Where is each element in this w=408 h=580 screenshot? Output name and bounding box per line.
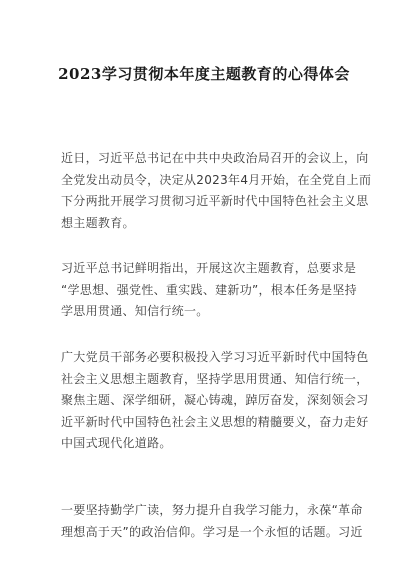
paragraph-line: 下分两批开展学习贯彻习近平新时代中国特色社会主义思 <box>61 194 369 208</box>
paragraph-line: 广大党员干部务必要积极投入学习习近平新时代中国特色 <box>61 350 369 364</box>
paragraph-line: 想主题教育。 <box>61 215 135 230</box>
paragraph-2 <box>61 258 359 323</box>
paragraph-line: 习近平总书记鲜明指出，开展这次主题教育，总要求是 <box>61 261 357 275</box>
paragraph-line: 社会主义思想主题教育，坚持学思用贯通、知信行统一， <box>61 371 369 386</box>
paragraph-4 <box>61 500 363 543</box>
paragraph-line: 一要坚持勤学广读，努力提升自我学习能力，永葆“革命 <box>61 503 363 517</box>
paragraph-line: 中国式现代化道路。 <box>61 436 172 450</box>
paragraph-line: 理想高于天”的政治信仰。学习是一个永恒的话题。习近 <box>61 524 363 539</box>
paragraph-1 <box>61 148 372 234</box>
paragraph-line: 近平新时代中国特色社会主义思想的精髓要义，奋力走好 <box>61 414 369 429</box>
paragraph-line: 学思用贯通、知信行统一。 <box>61 304 209 318</box>
paragraph-3 <box>61 347 369 455</box>
paragraph-line: 近日，习近平总书记在中共中央政治局召开的会议上，向 <box>61 151 369 165</box>
document-title: 2023学习贯彻本年度主题教育的心得体会 <box>58 65 350 83</box>
paragraph-line: 全党发出动员令，决定从2023年4月开始，在全党自上而 <box>61 172 372 187</box>
paragraph-line: “学思想、强党性、重实践、建新功”，根本任务是坚持 <box>61 282 357 297</box>
paragraph-line: 聚焦主题、深学细研，凝心铸魂，踔厉奋发，深刻领会习 <box>61 393 369 407</box>
